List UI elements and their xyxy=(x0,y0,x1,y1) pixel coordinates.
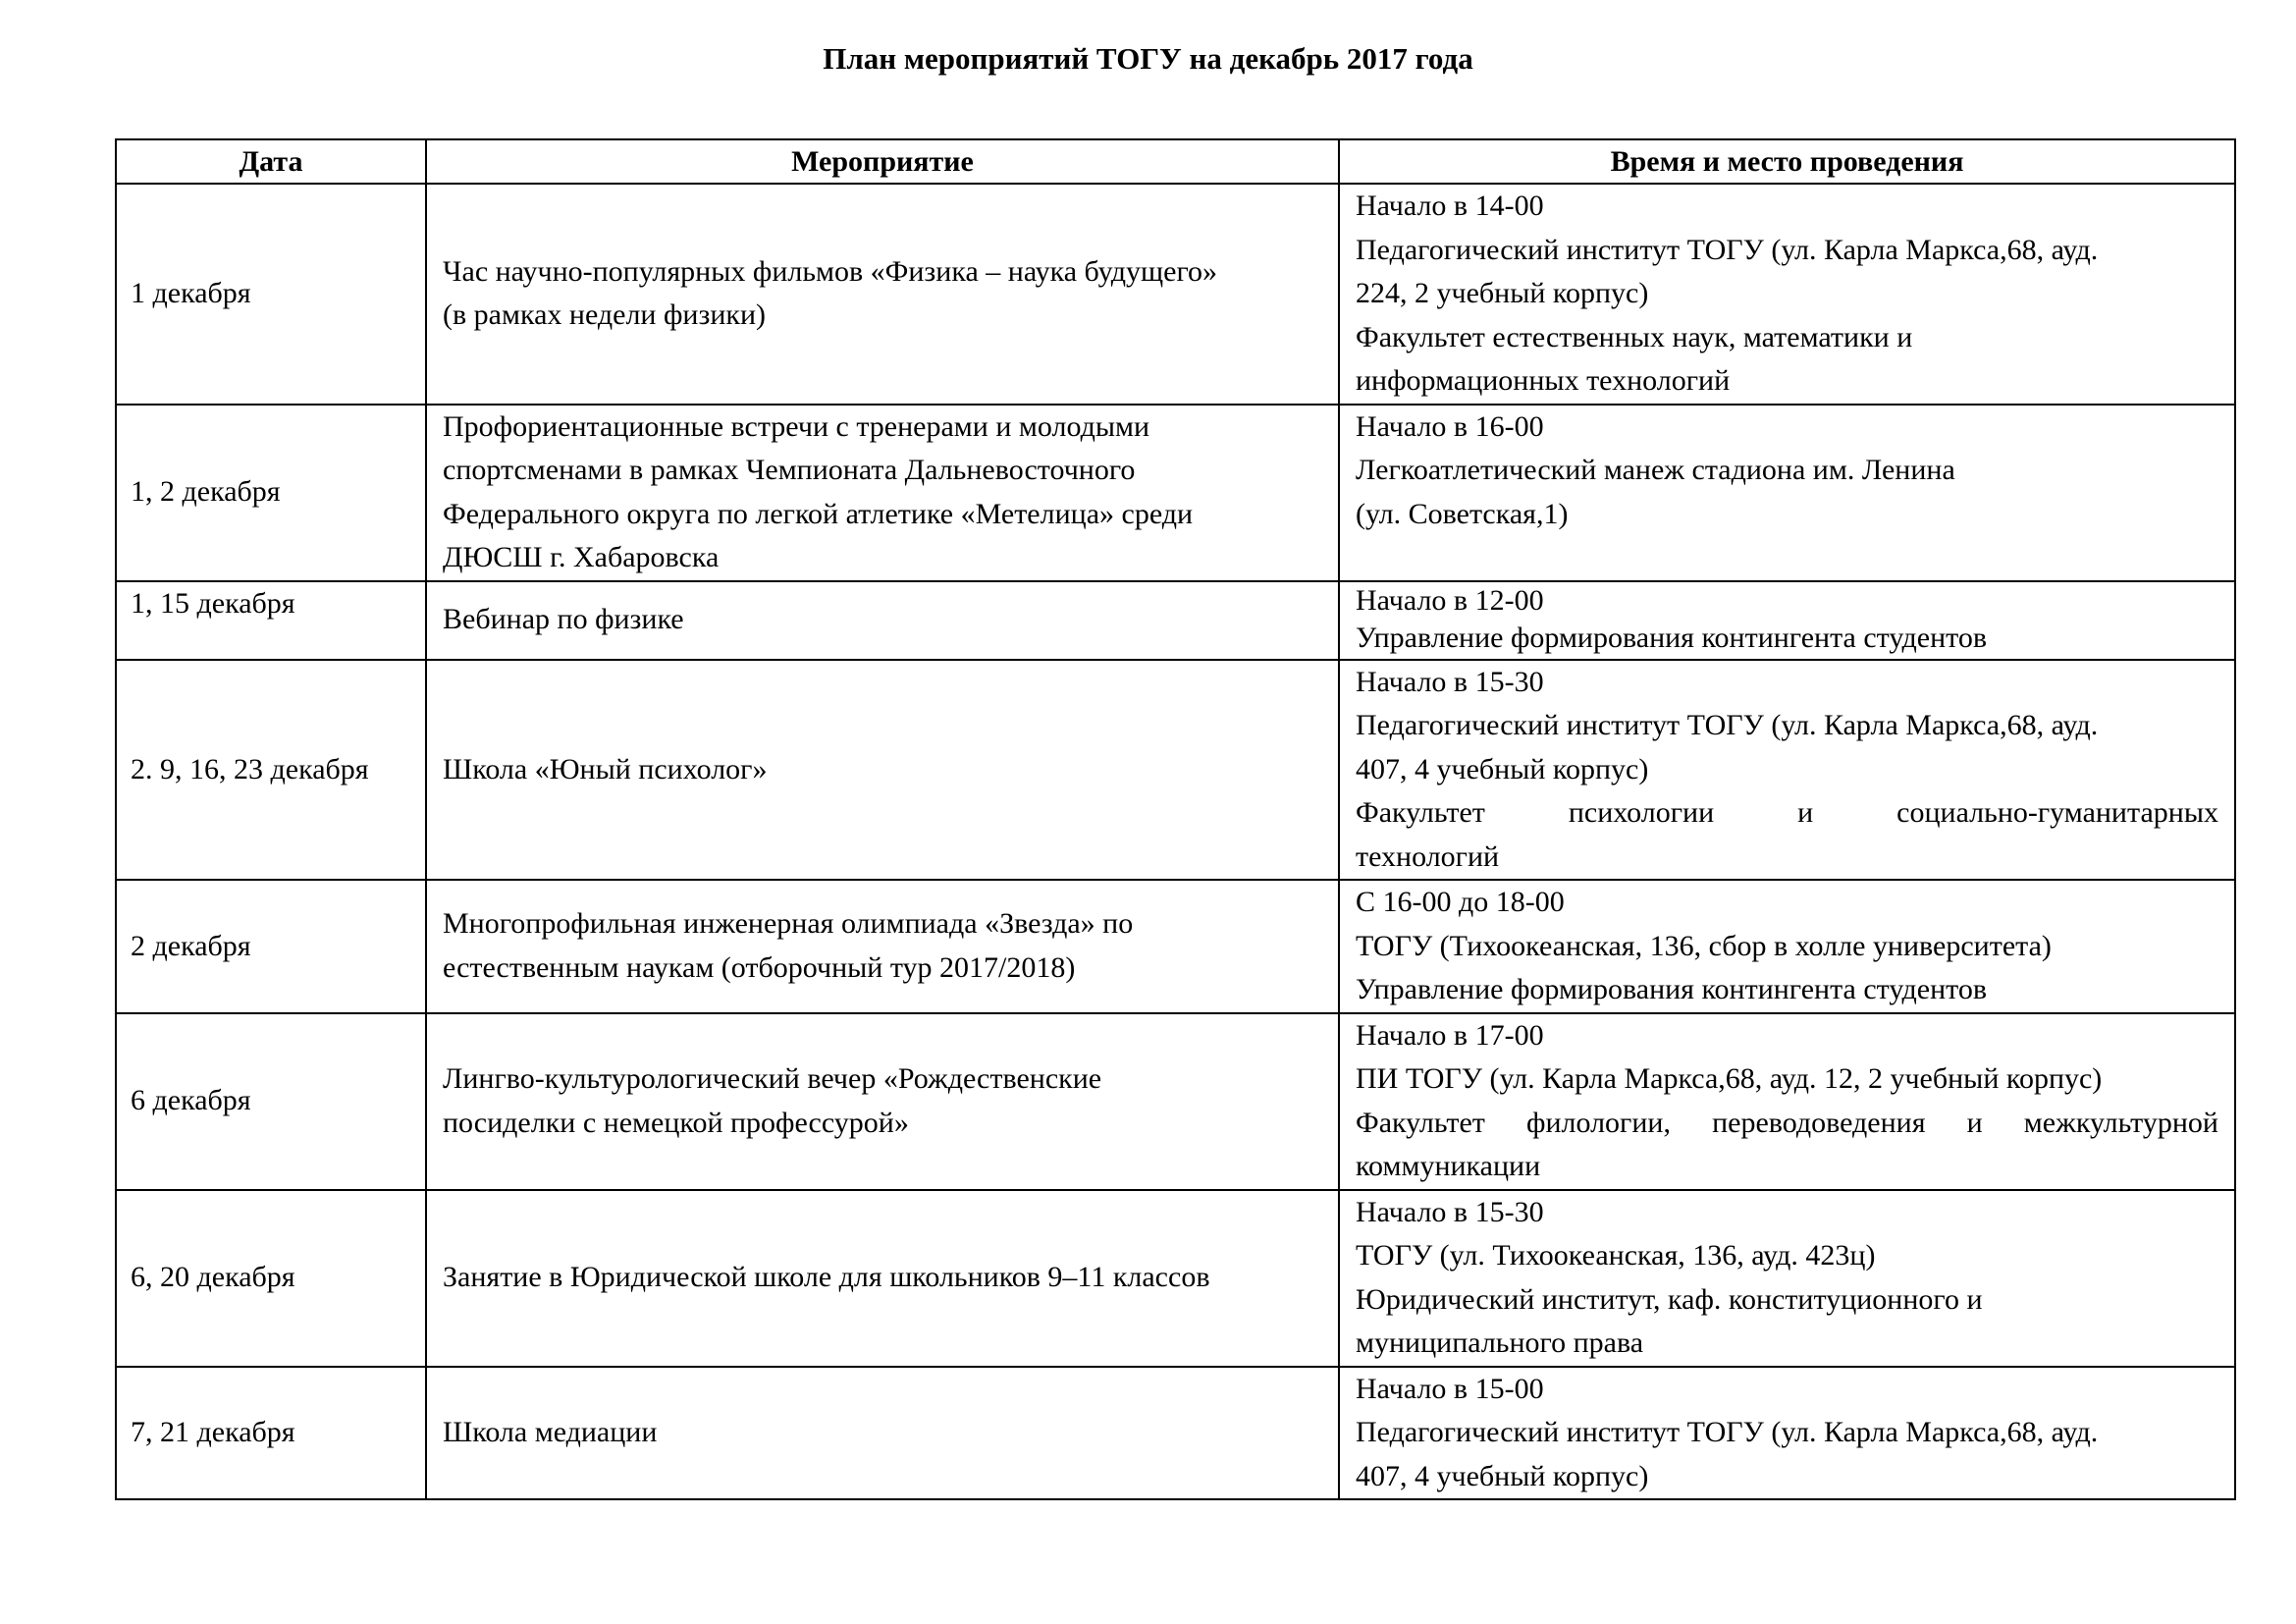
venue-line: Юридический институт, каф. конституционного и xyxy=(1356,1282,1983,1316)
venue-line: Легкоатлетический манеж стадиона им. Ленина xyxy=(1356,454,1955,486)
table-row xyxy=(116,1013,2235,1190)
event-line: Вебинар по физике xyxy=(443,603,684,636)
row-venue xyxy=(1339,660,2235,881)
venue-line: Педагогический институт ТОГУ (ул. Карла Маркса,68, ауд. xyxy=(1356,1416,2099,1448)
venue-line: (ул. Советская,1) xyxy=(1356,497,1569,530)
table-row xyxy=(116,1190,2235,1367)
row-venue xyxy=(1339,880,2235,1013)
row-date: 6 декабря xyxy=(116,1013,426,1190)
row-date: 1 декабря xyxy=(116,184,426,405)
venue-time: Начало в 16-00 xyxy=(1356,409,1544,443)
venue-time: Начало в 15-00 xyxy=(1356,1372,1544,1405)
event-line: Профориентационные встречи с тренерами и молодыми xyxy=(443,409,1150,443)
event-line: Школа «Юный психолог» xyxy=(443,752,768,785)
venue-time: С 16-00 до 18-00 xyxy=(1356,886,1565,918)
row-date: 6, 20 декабря xyxy=(116,1190,426,1367)
row-venue xyxy=(1339,1367,2235,1500)
venue-line: Педагогический институт ТОГУ (ул. Карла Маркса,68, ауд. xyxy=(1356,233,2099,266)
event-line: ДЮСШ г. Хабаровска xyxy=(443,541,720,573)
table-row xyxy=(116,184,2235,405)
venue-line: информационных технологий xyxy=(1356,364,1731,397)
venue-line: коммуникации xyxy=(1356,1150,1541,1182)
event-line: Федерального округа по легкой атлетике «Метелица» среди xyxy=(443,497,1194,530)
row-venue xyxy=(1339,405,2235,581)
table-row xyxy=(116,581,2235,660)
venue-line: ТОГУ (ул. Тихоокеанская, 136, ауд. 423ц) xyxy=(1356,1239,1876,1272)
event-line: естественным наукам (отборочный тур 2017/2018) xyxy=(443,950,1076,984)
venue-line: Педагогический институт ТОГУ (ул. Карла Маркса,68, ауд. xyxy=(1356,709,2099,741)
page-title: План мероприятий ТОГУ на декабрь 2017 года xyxy=(823,41,1473,76)
row-event xyxy=(426,184,1339,405)
event-line: Лингво-культурологический вечер «Рождественские xyxy=(443,1062,1102,1095)
event-line: посиделки с немецкой профессурой» xyxy=(443,1106,909,1139)
venue-time: Начало в 17-00 xyxy=(1356,1018,1544,1052)
venue-line: 224, 2 учебный корпус) xyxy=(1356,277,1649,309)
venue-line: Управление формирования контингента студентов xyxy=(1356,973,1988,1005)
table-row xyxy=(116,660,2235,881)
row-date: 2. 9, 16, 23 декабря xyxy=(116,660,426,881)
table-header-row xyxy=(116,139,2235,184)
venue-line: ТОГУ (Тихоокеанская, 136, сбор в холле университета) xyxy=(1356,929,2052,962)
venue-line: ПИ ТОГУ (ул. Карла Маркса,68, ауд. 12, 2 учебный корпус) xyxy=(1356,1062,2103,1095)
venue-time: Начало в 15-30 xyxy=(1356,665,1544,698)
row-venue xyxy=(1339,184,2235,405)
row-venue xyxy=(1339,1013,2235,1190)
event-line: спортсменами в рамках Чемпионата Дальневосточного xyxy=(443,454,1136,486)
row-event xyxy=(426,880,1339,1013)
venue-line: 407, 4 учебный корпус) xyxy=(1356,752,1649,785)
events-table xyxy=(115,138,2236,1500)
event-line: Многопрофильная инженерная олимпиада «Звезда» по xyxy=(443,907,1134,941)
row-event xyxy=(426,581,1339,660)
row-date: 7, 21 декабря xyxy=(116,1367,426,1500)
table-row xyxy=(116,1367,2235,1500)
row-event xyxy=(426,660,1339,881)
row-event xyxy=(426,1013,1339,1190)
event-line: Час научно-популярных фильмов «Физика – наука будущего» xyxy=(443,254,1218,288)
venue-line: Факультет филологии, переводоведения и межкультурной xyxy=(1356,1106,2218,1139)
venue-line: технологий xyxy=(1356,839,1500,873)
table-row xyxy=(116,405,2235,581)
event-line: (в рамках недели физики) xyxy=(443,298,766,332)
venue-line: 407, 4 учебный корпус) xyxy=(1356,1459,1649,1492)
row-event xyxy=(426,1190,1339,1367)
header-venue: Время и место проведения xyxy=(1339,139,2235,184)
header-date: Дата xyxy=(116,139,426,184)
row-date: 2 декабря xyxy=(116,880,426,1013)
row-event xyxy=(426,1367,1339,1500)
venue-line: Управление формирования контингента студентов xyxy=(1356,621,1988,654)
venue-line: муниципального права xyxy=(1356,1326,1644,1359)
venue-time: Начало в 15-30 xyxy=(1356,1195,1544,1228)
venue-line: Факультет естественных наук, математики и xyxy=(1356,320,1913,353)
row-date: 1, 2 декабря xyxy=(116,405,426,581)
event-line: Школа медиации xyxy=(443,1416,658,1448)
venue-line: Факультет психологии и социально-гуманитарных xyxy=(1356,796,2218,829)
event-line: Занятие в Юридической школе для школьников 9–11 классов xyxy=(443,1261,1210,1294)
row-venue xyxy=(1339,581,2235,660)
venue-time: Начало в 14-00 xyxy=(1356,189,1544,222)
row-event xyxy=(426,405,1339,581)
row-date: 1, 15 декабря xyxy=(116,581,426,660)
table-row xyxy=(116,880,2235,1013)
venue-time: Начало в 12-00 xyxy=(1356,583,1544,617)
row-venue xyxy=(1339,1190,2235,1367)
header-event: Мероприятие xyxy=(426,139,1339,184)
